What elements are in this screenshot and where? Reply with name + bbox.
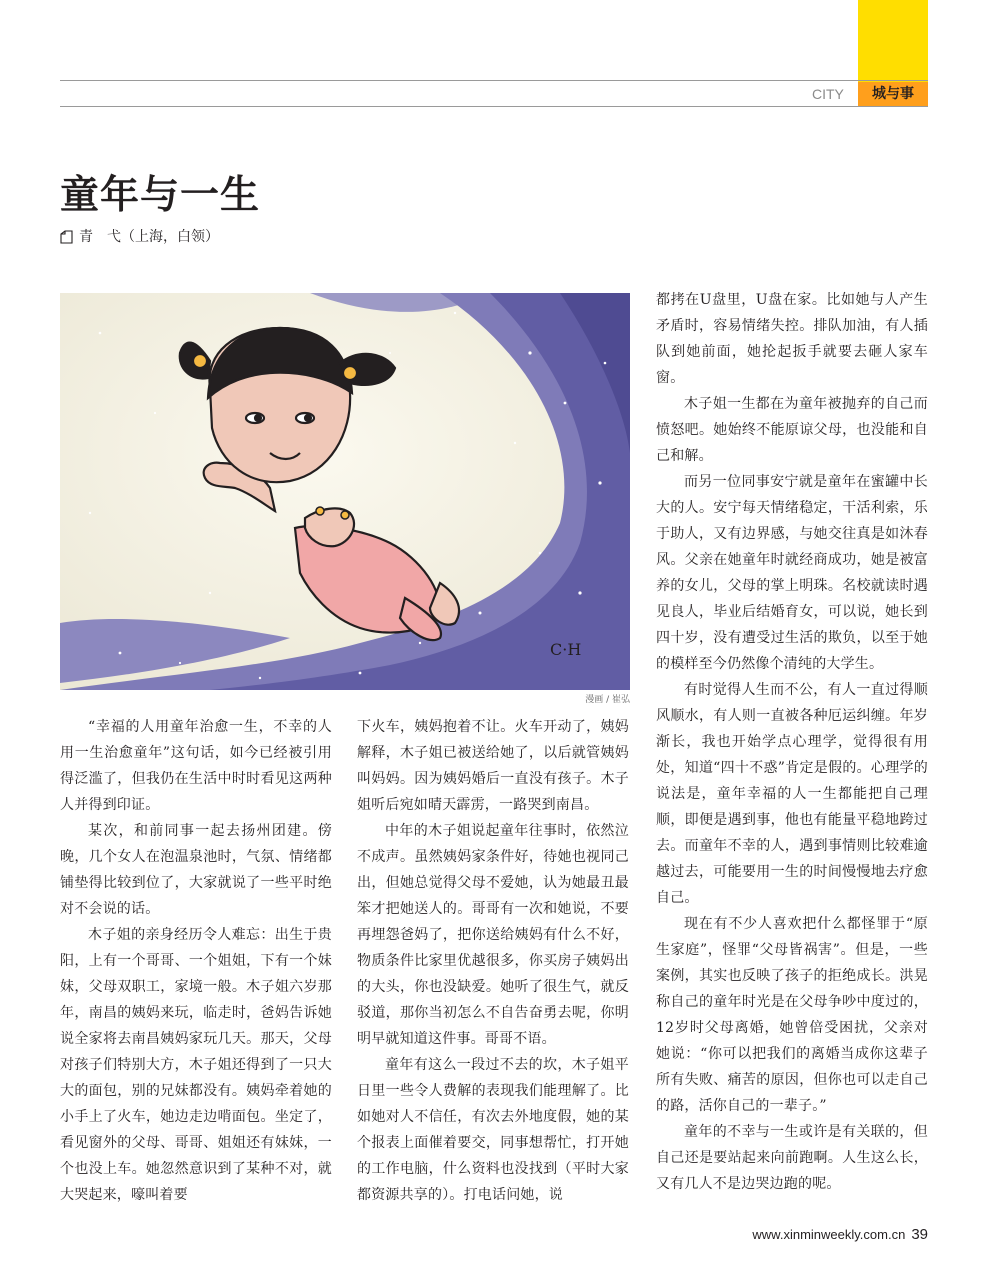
yellow-corner-tab (858, 0, 928, 82)
header-rule-bottom (60, 106, 928, 107)
header-rule-top (60, 80, 928, 81)
footer-url[interactable]: www.xinminweekly.com.cn (752, 1227, 906, 1242)
text-column-3 (656, 287, 928, 1197)
paragraph: “幸福的人用童年治愈一生，不幸的人用一生治愈童年”这句话，如今已经被引用得泛滥了，但我仍在生活中时时看见这两种人并得到印证。 (60, 719, 332, 813)
page-footer (740, 1225, 928, 1245)
pen-icon (60, 230, 73, 244)
section-label-en: CITY (812, 86, 844, 102)
illustration (60, 293, 630, 690)
text-column-1 (60, 714, 332, 1208)
paragraph: 木子姐的亲身经历令人难忘：出生于贵阳，上有一个哥哥、一个姐姐，下有一个妹妹，父母双职工，家境一般。木子姐六岁那年，南昌的姨妈来玩，临走时，爸妈告诉她说全家将去南昌姨妈家玩几天。那天，父母对孩子们特别大方，木子姐还得到了一只大大的面包，别的兄妹都没有。姨妈牵着她的小手上了火车，她边走边啃面包。坐定了，看见窗外的父母、哥哥、姐姐还有妹妹，一个也没上车。她忽然意识到了某种不对，就大哭起来，嚎叫着要 (60, 927, 332, 1203)
byline (60, 227, 219, 247)
paragraph: 木子姐一生都在为童年被抛弃的自己而愤怒吧。她始终不能原谅父母，也没能和自己和解。 (656, 396, 928, 464)
paragraph: 都拷在U盘里，U盘在家。比如她与人产生矛盾时，容易情绪失控。排队加油，有人插队到她前面，她抡起扳手就要去砸人家车窗。 (656, 292, 928, 386)
paragraph: 而另一位同事安宁就是童年在蜜罐中长大的人。安宁每天情绪稳定，干活利索，乐于助人，又有边界感，与她交往真是如沐春风。父亲在她童年时就经商成功，她是被富养的女儿，父母的掌上明珠。名校就读时遇见良人，毕业后结婚育女，可以说，她长到四十岁，没有遭受过生活的欺负，以至于她的模样至今仍然像个清纯的大学生。 (656, 474, 928, 672)
paragraph: 下火车，姨妈抱着不让。火车开动了，姨妈解释，木子姐已被送给她了，以后就管姨妈叫妈妈。因为姨妈婚后一直没有孩子。木子姐听后宛如晴天霹雳，一路哭到南昌。 (357, 719, 629, 813)
page-number: 39 (911, 1226, 928, 1243)
paragraph: 现在有不少人喜欢把什么都怪罪于“原生家庭”，怪罪“父母皆祸害”。但是，一些案例，其实也反映了孩子的拒绝成长。洪晃称自己的童年时光是在父母争吵中度过的，12岁时父母离婚，她曾倍受困扰，父亲对她说：“你可以把我们的离婚当成你这辈子所有失败、痛苦的原因，但你也可以走自己的路，活你自己的一辈子。” (656, 916, 928, 1114)
paragraph: 中年的木子姐说起童年往事时，依然泣不成声。虽然姨妈家条件好，待她也视同己出，但她总觉得父母不爱她，认为她最丑最笨才把她送人的。哥哥有一次和她说，不要再埋怨爸妈了，把你送给姨妈有什么不好，物质条件比家里优越很多，你买房子姨妈出的大头，你也没缺爱。她听了很生气，就反驳道，那你当初怎么不自告奋勇去呢，你明明早就知道这件事。哥哥不语。 (357, 823, 629, 1047)
article-title: 童年与一生 (60, 172, 261, 218)
paragraph: 童年的不幸与一生或许是有关联的，但自己还是要站起来向前跑啊。人生这么长，又有几人不是边哭边跑的呢。 (656, 1124, 928, 1192)
illustration-signature: C·H (550, 640, 582, 659)
paragraph: 童年有这么一段过不去的坎，木子姐平日里一些令人费解的表现我们能理解了。比如她对人不信任，有次去外地度假，她的某个报表上面催着要交，同事想帮忙，打开她的工作电脑，什么资料也没找到（平时大家都资源共享的）。打电话问她，说 (357, 1057, 629, 1203)
paragraph: 某次，和前同事一起去扬州团建。傍晚，几个女人在泡温泉池时，气氛、情绪都铺垫得比较到位了，大家就说了一些平时绝对不会说的话。 (60, 823, 332, 917)
illustration-credit: 漫画 / 崔弘 (585, 695, 630, 705)
author-name: 青 弋（上海，白领） (79, 229, 219, 245)
paragraph: 有时觉得人生而不公，有人一直过得顺风顺水，有人则一直被各种厄运纠缠。年岁渐长，我也开始学点心理学，觉得很有用处，知道“四十不惑”肯定是假的。心理学的说法是，童年幸福的人一生都能把自己理顺，即便是遇到事，他也有能量平稳地跨过去。而童年不幸的人，遇到事情则比较难逾越过去，可能要用一生的时间慢慢地去疗愈自己。 (656, 682, 928, 906)
section-label-cn: 城与事 (858, 82, 928, 106)
text-column-2 (357, 714, 629, 1208)
